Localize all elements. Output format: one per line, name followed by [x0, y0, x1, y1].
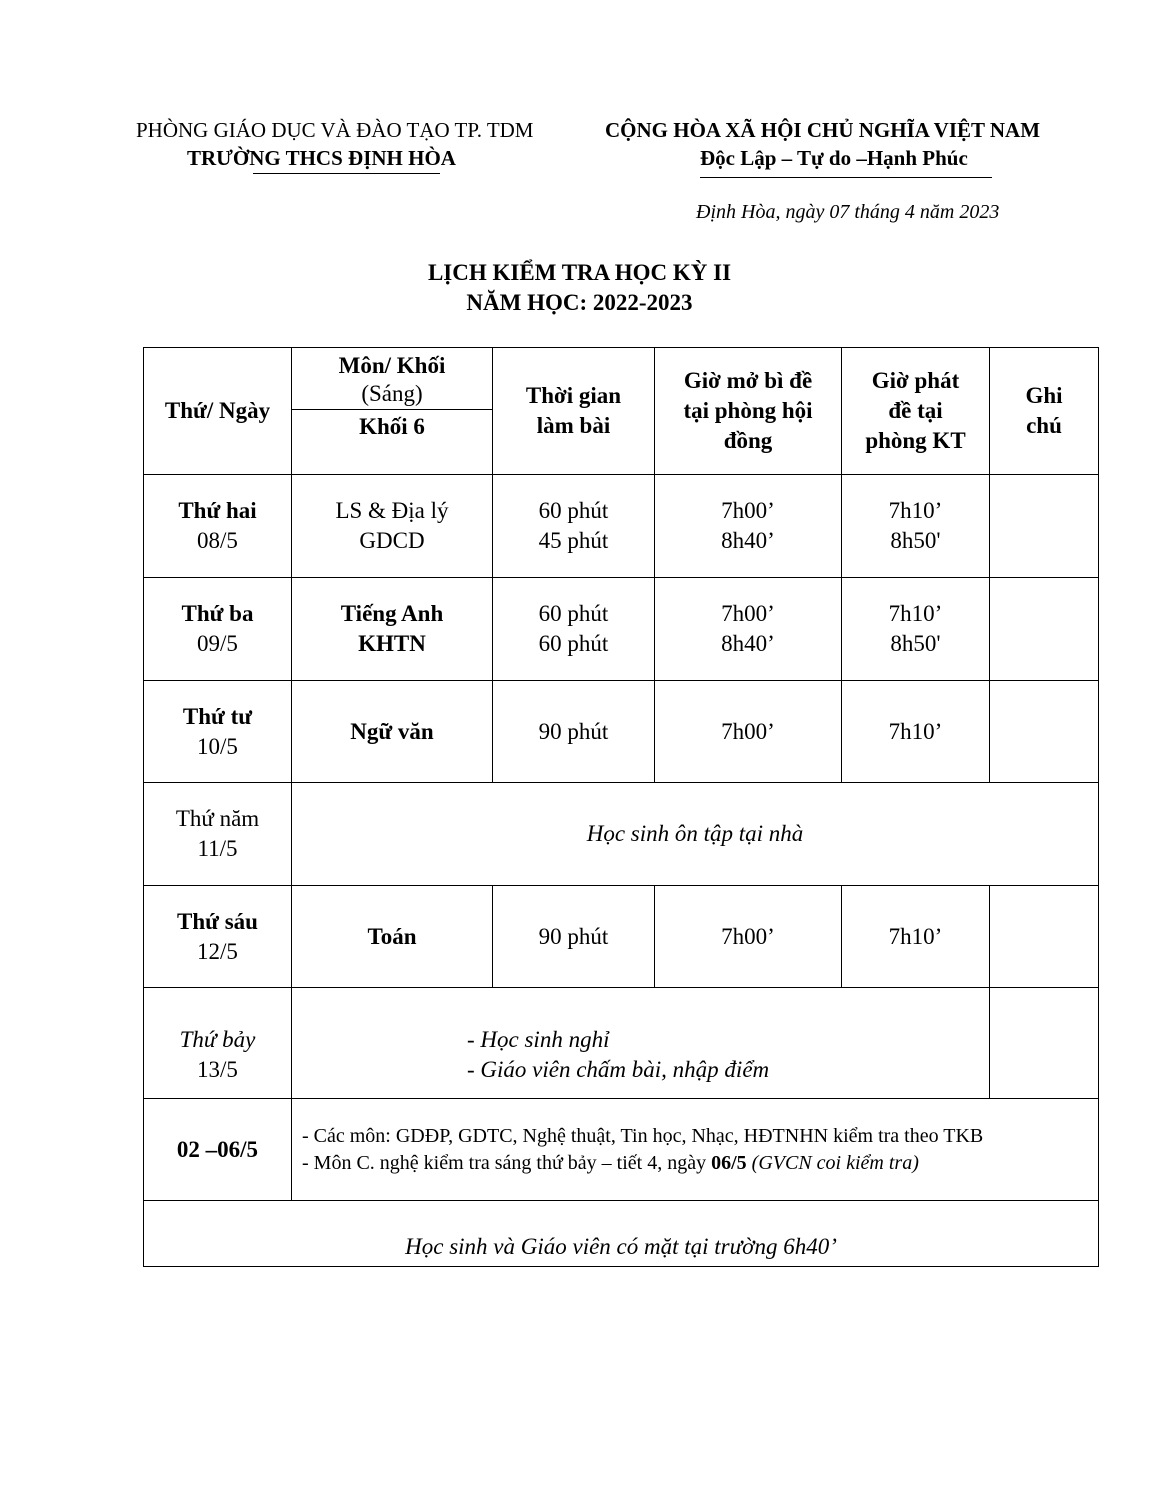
school-name-underline: [253, 173, 440, 174]
day-cell: [144, 783, 292, 886]
table-row: [144, 1099, 1099, 1201]
open-time: 8h40’: [721, 528, 775, 553]
header-open-line: tại phòng hội: [683, 398, 813, 423]
subject-cell: [292, 886, 493, 988]
table-row: [144, 988, 1099, 1099]
open-time-cell: [655, 475, 842, 578]
merged-note-cell: Học sinh ôn tập tại nhà: [292, 783, 1099, 886]
note-cell: [990, 578, 1099, 681]
duration: 60 phút: [538, 601, 609, 626]
note-cell: [990, 988, 1099, 1099]
duration-cell: [493, 578, 655, 681]
issue-time: 8h50': [890, 528, 941, 553]
note-date: 06/5: [711, 1151, 747, 1174]
day-date: 10/5: [197, 733, 238, 759]
header-note-line: Ghi: [1025, 383, 1063, 408]
day-date: 09/5: [197, 631, 238, 656]
note-cell: [990, 886, 1099, 988]
table-row: [144, 578, 1099, 681]
header-grade: Khối 6: [292, 410, 493, 475]
duration: 60 phút: [538, 631, 609, 656]
header-subject-label: Môn/ Khối: [338, 352, 446, 378]
table-row: [144, 886, 1099, 988]
issue-time-cell: [842, 681, 990, 783]
day-date: 11/5: [197, 836, 238, 861]
table-footer-row: [144, 1201, 1099, 1267]
note-line: - Các môn: GDĐP, GDTC, Nghệ thuật, Tin học, Nhạc, HĐTNHN kiểm tra theo TKB: [302, 1124, 984, 1147]
header-note-line: chú: [1026, 413, 1062, 438]
open-time: 7h00’: [721, 498, 775, 523]
issue-time: 7h10’: [888, 718, 943, 744]
note-text: - Môn C. nghệ kiểm tra sáng thứ bảy – tiết 4, ngày: [302, 1151, 712, 1174]
issue-time: 7h10’: [888, 923, 943, 949]
open-time-cell: [655, 578, 842, 681]
other-subjects-note: [292, 1099, 1099, 1201]
open-time-cell: [655, 681, 842, 783]
header-note: [990, 348, 1099, 475]
school-name: TRƯỜNG THCS ĐỊNH HÒA: [187, 146, 456, 170]
header-issue-line: Giờ phát: [871, 368, 960, 393]
day-cell: 02 –06/5: [144, 1099, 292, 1201]
subject-cell: [292, 681, 493, 783]
subject: Ngữ văn: [350, 718, 434, 744]
footer-note: Học sinh và Giáo viên có mặt tại trường 6h40’: [144, 1201, 1099, 1267]
school-year: NĂM HỌC: 2022-2023: [466, 290, 693, 315]
department-name: PHÒNG GIÁO DỤC VÀ ĐÀO TẠO TP. TDM: [136, 118, 534, 142]
subject: GDCD: [359, 528, 425, 553]
date-line: Định Hòa, ngày 07 tháng 4 năm 2023: [696, 201, 1000, 223]
header-duration-line: Thời gian: [525, 383, 622, 408]
header-issue-line: phòng KT: [865, 428, 966, 453]
day-date: 13/5: [197, 1057, 238, 1082]
open-time: 7h00’: [721, 601, 775, 626]
note-line: - Giáo viên chấm bài, nhập điểm: [467, 1057, 770, 1082]
duration-cell: [493, 681, 655, 783]
motto-underline: [700, 177, 992, 178]
day-name: Thứ năm: [175, 806, 260, 831]
day-date: 12/5: [197, 938, 238, 964]
day-cell: [144, 988, 292, 1099]
exam-schedule-table: [143, 347, 1099, 1267]
issue-time-cell: [842, 475, 990, 578]
country-name: CỘNG HÒA XÃ HỘI CHỦ NGHĨA VIỆT NAM: [605, 118, 1041, 142]
subject: Toán: [367, 923, 417, 949]
duration: 60 phút: [538, 498, 609, 523]
day-cell: [144, 886, 292, 988]
motto: Độc Lập – Tự do –Hạnh Phúc: [700, 146, 968, 170]
header-issue-line: đề tại: [888, 398, 943, 423]
day-cell: [144, 578, 292, 681]
day-cell: [144, 681, 292, 783]
note-cell: [990, 681, 1099, 783]
table-row: [144, 783, 1099, 886]
day-name: Thứ bảy: [179, 1027, 256, 1052]
duration-cell: [493, 886, 655, 988]
duration-cell: [493, 475, 655, 578]
table-header-row: [144, 348, 1099, 410]
day-name: Thứ ba: [181, 601, 254, 626]
subject-cell: [292, 475, 493, 578]
duration: 90 phút: [538, 923, 609, 949]
open-time: 7h00’: [721, 718, 775, 744]
header-session: (Sáng): [361, 380, 423, 406]
day-cell: [144, 475, 292, 578]
header-open-line: đồng: [723, 428, 773, 453]
issue-time-cell: [842, 886, 990, 988]
note-line: [302, 1150, 1098, 1177]
open-time: 7h00’: [721, 923, 775, 949]
issue-time: 7h10’: [888, 601, 943, 626]
page-title: LỊCH KIỂM TRA HỌC KỲ II: [427, 260, 732, 285]
subject: Tiếng Anh: [340, 601, 444, 626]
duration: 90 phút: [538, 718, 609, 744]
issue-time: 7h10’: [888, 498, 943, 523]
header-open-time: [655, 348, 842, 475]
table-row: [144, 475, 1099, 578]
open-time-cell: [655, 886, 842, 988]
subject: KHTN: [358, 631, 426, 656]
header-day: Thứ/ Ngày: [144, 348, 292, 475]
header-duration-line: làm bài: [536, 413, 611, 438]
merged-notes-cell: [292, 988, 990, 1099]
issue-time: 8h50': [890, 631, 941, 656]
day-name: Thứ hai: [178, 498, 257, 523]
table-row: [144, 681, 1099, 783]
open-time: 8h40’: [721, 631, 775, 656]
note-line: - Học sinh nghỉ: [467, 1027, 610, 1052]
duration: 45 phút: [538, 528, 609, 553]
header-issue-time: [842, 348, 990, 475]
issue-time-cell: [842, 578, 990, 681]
day-date: 08/5: [197, 528, 238, 553]
day-name: Thứ sáu: [177, 908, 258, 934]
header-duration: [493, 348, 655, 475]
header-open-line: Giờ mở bì đề: [683, 368, 813, 393]
note-cell: [990, 475, 1099, 578]
note-supervision: (GVCN coi kiểm tra): [746, 1151, 919, 1174]
subject: LS & Địa lý: [335, 498, 449, 523]
subject-cell: [292, 578, 493, 681]
day-name: Thứ tư: [182, 703, 253, 729]
header-subject: [292, 348, 493, 410]
